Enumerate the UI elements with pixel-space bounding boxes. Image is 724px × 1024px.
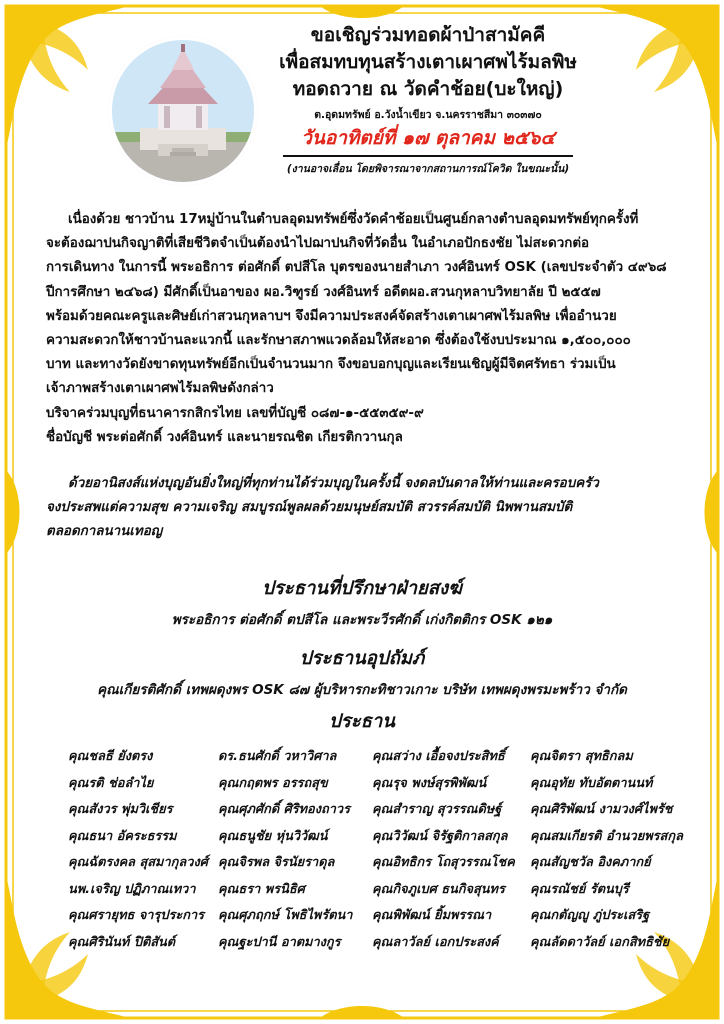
chair-name: คุณชลธี ยังตรง <box>68 749 153 764</box>
chair-name: คุณศุภศักดิ์ ศิริทองถาวร <box>218 802 350 817</box>
chair-name: คุณพิพัฒน์ ยิ้มพรรณา <box>372 908 492 923</box>
body-line: เนื่องด้วย ชาวบ้าน 17หมู่บ้านในตำบลอุดมทรัพย์ซึ่งวัดคำช้อยเป็นศูนย์กลางตำบลอุดมทรัพย์ทุกครั้งที่ <box>68 212 639 227</box>
temple-title: ทอดถวาย ณ วัดคำช้อย(บะใหญ่) <box>292 78 564 100</box>
chair-column-3 <box>372 744 515 956</box>
chair-name: ดร.ธนศักดิ์ วหาวิศาล <box>218 749 337 764</box>
chair-name: คุณลาวัลย์ เอกประสงค์ <box>372 934 499 950</box>
shrine-photo <box>112 40 254 182</box>
chair-column-2 <box>218 744 353 956</box>
body-line: ความสะดวกให้ชาวบ้านละแวกนี้ และรักษาสภาพแวดล้อมให้สะอาด ซึ่งต้องใช้งบประมาณ ๑,๕๐๐,๐๐๐ <box>46 333 631 349</box>
chair-name: คุณลัดดาวัลย์ เอกสิทธิชัย <box>530 934 670 950</box>
patron-title: ประธานอุปถัมภ์ <box>299 648 425 669</box>
patron-name: คุณเกียรติศักดิ์ เทพผดุงพร OSK ๘๗ ผู้บริหารกะทิชาวเกาะ บริษัท เทพผดุงพรมะพร้าว จำกัด <box>97 682 627 698</box>
event-date: วันอาทิตย์ที่ ๑๗ ตุลาคม ๒๕๖๔ <box>301 127 555 149</box>
header-block <box>268 22 588 177</box>
chair-name: นพ.เจริญ ปฏิภาณเทวา <box>68 881 196 897</box>
announcement-body <box>46 208 676 545</box>
account-name-line: ชื่อบัญชี พระต่อศักดิ์ วงศ์อินทร์ และนายรณชิต เกียรติกวานกุล <box>46 429 403 445</box>
chair-name: คุณสว่าง เอื้อจงประสิทธิ์ <box>372 749 505 764</box>
chair-name: คุณศรายุทธ จารุประการ <box>68 908 205 923</box>
chair-name: คุณอิทธิกร โถสุวรรณโชค <box>372 855 515 870</box>
chair-name: คุณศิริพัฒน์ งามวงศ์ไพรัช <box>530 802 673 817</box>
chair-name: คุณกิจภูเบศ ธนกิจสุนทร <box>372 881 505 897</box>
chair-name: คุณสำราญ สุวรรณดิษฐ์ <box>372 802 502 817</box>
chair-name: คุณศิรินันท์ ปิติสันต์ <box>68 934 176 950</box>
bank-account-line: บริจาคร่วมบุญที่ธนาคารกสิกรไทย เลขที่บัญชี ๐๘๗-๑-๕๕๓๕๙-๙ <box>46 405 424 421</box>
body-line: เจ้าภาพสร้างเตาเผาศพไร้มลพิษดังกล่าว <box>46 381 274 397</box>
chair-name: คุณรณัชย์ รัตนบุรี <box>530 881 629 897</box>
chair-name: คุณธรา พรนิธิศ <box>218 881 305 897</box>
chair-name: คุณศุภฤกษ์ โพธิไพรัตนา <box>218 908 353 923</box>
chair-name: คุณธนูชัย หุ่นวิวัฒน์ <box>218 828 328 844</box>
body-line: การเดินทาง ในการนี้ พระอธิการ ต่อศักดิ์ ตปสีโล บุตรของนายสำเภา วงศ์อินทร์ OSK (เลขประจำตัว ๔๙๖๘ <box>46 260 667 276</box>
chair-name: คุณอุทัย ทับอัตตานนท์ <box>530 775 653 791</box>
chair-name: คุณฐะปานี อาตมางกูร <box>218 934 341 950</box>
chair-column-1 <box>68 744 208 956</box>
chair-name: คุณวิวัฒน์ จิรัฐติกาลสกุล <box>372 828 508 844</box>
chair-name: คุณจิรพล จิรนัยราดุล <box>218 855 335 870</box>
body-line: ปีการศึกษา ๒๔๖๘) มีศักดิ์เป็นอาของ ผอ.วิฑูรย์ วงศ์อินทร์ อดีตผอ.สวนกุหลาบวิทยาลัย ปี ๒๕๕๗ <box>46 284 601 300</box>
chair-name: คุณจิตรา สุทธิกลม <box>530 749 633 764</box>
chair-title: ประธาน <box>329 711 395 732</box>
blessing-line: จงประสพแต่ความสุข ความเจริญ สมบูรณ์พูลผลด้วยมนุษย์สมบัติ สวรรค์สมบัติ นิพพานสมบัติ <box>46 500 573 516</box>
advisor-names: พระอธิการ ต่อศักดิ์ ตปสีโล และพระวีรศักดิ์ เก่งกิตติกร OSK ๑๒๑ <box>171 612 553 628</box>
invitation-title: ขอเชิญร่วมทอดผ้าป่าสามัคคี <box>310 24 546 46</box>
advisor-title: ประธานที่ปรึกษาฝ่ายสงฆ์ <box>262 578 462 599</box>
blessing-line: ด้วยอานิสงส์แห่งบุญอันยิ่งใหญ่ที่ทุกท่านได้ร่วมบุญในครั้งนี้ จงดลบันดาลให้ท่านและครอบครัว <box>68 476 599 492</box>
body-line: พร้อมด้วยคณะครูและศิษย์เก่าสวนกุหลาบฯ จึงมีความประสงค์จัดสร้างเตาเผาศพไร้มลพิษ เพื่ออำนวย <box>46 308 617 324</box>
chair-name: คุณสังวร พุ่มวิเชียร <box>68 802 173 817</box>
chair-name: คุณกฤตพร อรรถสุข <box>218 775 328 791</box>
chair-name: คุณสมเกียรติ อำนวยพรสกุล <box>530 828 683 844</box>
chair-column-4 <box>530 744 683 956</box>
chair-name: คุณกตัญญู ภู่ประเสริฐ <box>530 908 650 923</box>
divider <box>283 155 573 157</box>
chair-name: คุณธนา อัคระธรรม <box>68 828 177 844</box>
temple-address: ต.อุดมทรัพย์ อ.วังน้ำเขียว จ.นครราชสีมา ๓๐๓๗๐ <box>314 109 542 121</box>
blessing-line: ตลอดกาลนานเทอญ <box>46 524 163 540</box>
chair-name: คุณรุจ พงษ์สุรพิพัฒน์ <box>372 775 487 791</box>
chair-name: คุณฉัตรงคล สุสมากุลวงศ์ <box>68 855 208 870</box>
chair-name: คุณรติ ช่อลำไย <box>68 775 154 791</box>
body-line: จะต้องฌาปนกิจญาติที่เสียชีวิตจำเป็นต้องนำไปฌาปนกิจที่วัดอื่น ในอำเภอปักธงชัย ไม่สะดวกต่อ <box>46 236 590 252</box>
purpose-title: เพื่อสมทบทุนสร้างเตาเผาศพไร้มลพิษ <box>279 51 577 73</box>
body-line: บาท และทางวัดยังขาดทุนทรัพย์อีกเป็นจำนวนมาก จึงขอบอกบุญและเรียนเชิญผู้มีจิตศรัทธา ร่วมเป็น <box>46 357 616 373</box>
chair-name: คุณสัญชวัล อิงคภากย์ <box>530 855 651 870</box>
postponement-note: (งานอาจเลื่อน โดยพิจารณาจากสถานการณ์โควิด ในขณะนั้น) <box>286 163 570 175</box>
